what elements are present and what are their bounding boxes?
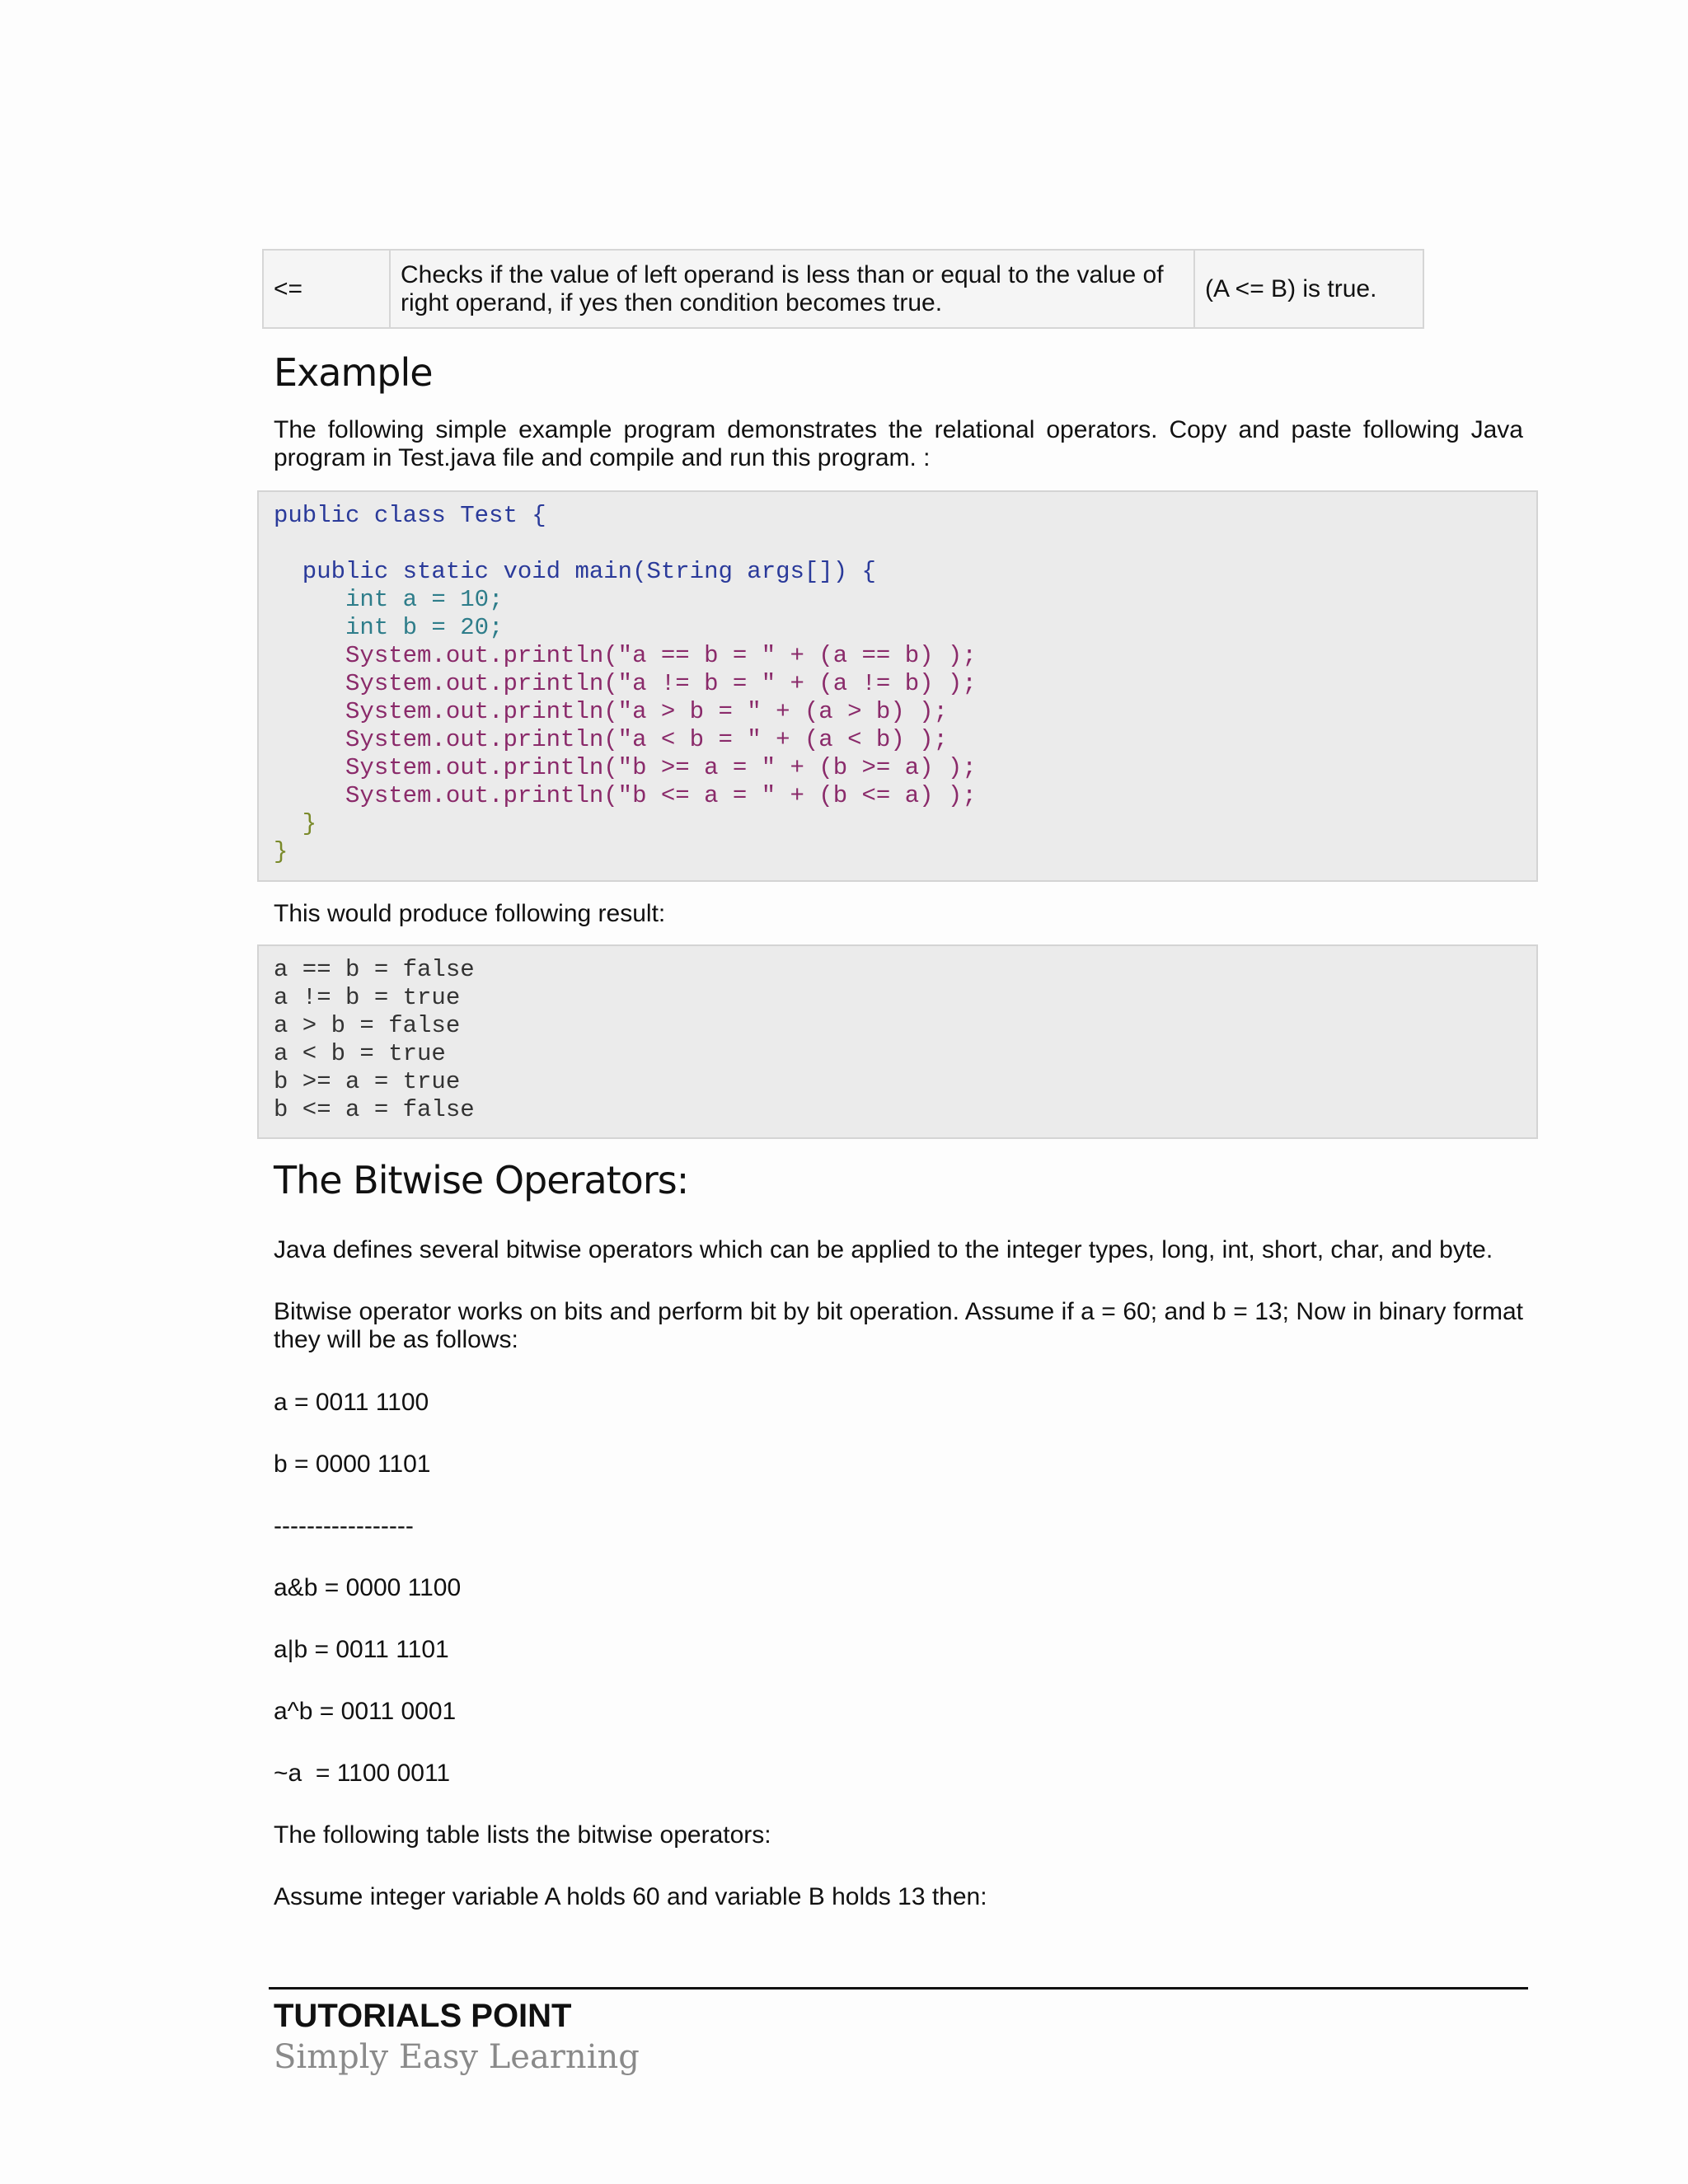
binary-a: a = 0011 1100 (274, 1389, 429, 1416)
output-line: a == b = false (274, 956, 475, 983)
code-line: System.out.println("a > b = " + (a > b) ); (274, 698, 948, 725)
code-line: System.out.println("a == b = " + (a == b) ); (274, 642, 977, 669)
result-intro: This would produce following result: (274, 900, 666, 927)
description-cell: Checks if the value of left operand is less than or equal to the value of right operand, if yes then condition becomes true. (390, 250, 1194, 328)
code-line: int a = 10; (274, 586, 504, 613)
output-line: a < b = true (274, 1040, 446, 1067)
binary-b: b = 0000 1101 (274, 1451, 431, 1478)
code-line: } (274, 810, 317, 837)
example-cell: (A <= B) is true. (1194, 250, 1423, 328)
example-heading: Example (274, 350, 433, 395)
code-line: } (274, 838, 288, 865)
code-line: System.out.println("b >= a = " + (b >= a) ); (274, 754, 977, 781)
binary-or: a|b = 0011 1101 (274, 1636, 449, 1663)
operator-cell: <= (263, 250, 390, 328)
output-line: b >= a = true (274, 1068, 461, 1095)
footer-brand: TUTORIALS POINT (274, 1998, 572, 2034)
operator-table-row (262, 249, 1424, 329)
code-line: public class Test { (274, 502, 546, 529)
binary-not: ~a = 1100 0011 (274, 1760, 451, 1787)
code-line: int b = 20; (274, 614, 504, 641)
bitwise-para-2: Bitwise operator works on bits and perform bit by bit operation. Assume if a = 60; and b = 13; Now in binary format they will be as follows: (274, 1298, 1523, 1353)
code-line: public static void main(String args[]) { (274, 558, 876, 585)
assume-text: Assume integer variable A holds 60 and variable B holds 13 then: (274, 1883, 987, 1910)
binary-and: a&b = 0000 1100 (274, 1574, 462, 1601)
output-line: a > b = false (274, 1012, 461, 1039)
footer-tagline: Simply Easy Learning (274, 2038, 640, 2076)
footer-divider (269, 1987, 1528, 1990)
java-code-block (257, 490, 1538, 882)
code-line: System.out.println("a != b = " + (a != b) ); (274, 670, 977, 697)
code-line: System.out.println("a < b = " + (a < b) ); (274, 726, 948, 753)
example-intro: The following simple example program demonstrates the relational operators. Copy and paste following Java program in Test.java file and compile and run this program. : (274, 416, 1523, 471)
table-intro: The following table lists the bitwise operators: (274, 1821, 771, 1849)
code-line: System.out.println("b <= a = " + (b <= a) ); (274, 782, 977, 809)
separator-line: ----------------- (274, 1512, 414, 1540)
bitwise-para-1: Java defines several bitwise operators which can be applied to the integer types, long, int, short, char, and byte. (274, 1236, 1493, 1263)
bitwise-heading: The Bitwise Operators: (274, 1158, 689, 1202)
output-line: b <= a = false (274, 1096, 475, 1123)
output-code-block (257, 944, 1538, 1139)
binary-xor: a^b = 0011 0001 (274, 1698, 457, 1725)
output-line: a != b = true (274, 984, 461, 1011)
